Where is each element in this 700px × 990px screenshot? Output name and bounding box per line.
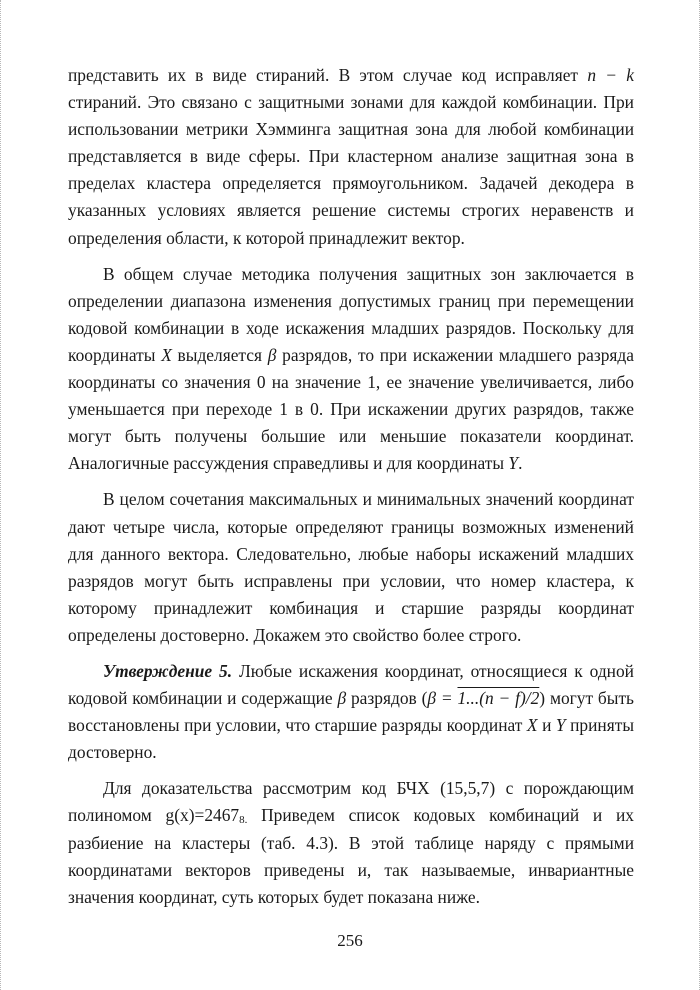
text-run: выделяется	[171, 344, 268, 365]
text-run: В общем случае методика получения защитных зон заключается в определении диапазона изменения допустимых границ при перемещении кодовой комбинации в ходе искажения младших разрядов. Поскольку для координаты	[68, 263, 634, 365]
math-variable: β	[267, 344, 277, 365]
math-variable: X	[526, 715, 538, 736]
text-run: Приведем список кодовых комбинаций и их разбиение на кластеры (таб. 4.3). В этой таблице наряду с прямыми координатами векторов приведены и, так называемые, инвариантные значения координат, суть которых будет показана ниже.	[68, 805, 634, 907]
text-run: приняты достоверно.	[68, 715, 634, 763]
text-run: разрядов, то при искажении младшего разряда координаты со значения 0 на значение 1, ее значение увеличивается, либо уменьшается при переходе 1 в 0. При искажении других разрядов, также могут быть получены большие или меньшие показатели координат. Аналогичные рассуждения справедливы и для координаты	[68, 344, 634, 474]
text-run: ) могут быть восстановлены при условии, что старшие разряды координат	[68, 688, 634, 736]
math-variable: Y	[508, 453, 519, 474]
text-run: Для доказательства рассмотрим код БЧХ (15,5,7) с порождающим полиномом g(x)=2467	[68, 778, 634, 826]
math-variable: Y	[555, 715, 566, 736]
math-variable: β	[337, 688, 347, 709]
math-range: 1...(n − f)/2	[457, 688, 540, 709]
paragraph-4	[68, 658, 634, 766]
paragraph-2	[68, 261, 634, 478]
math-expression: n − k	[587, 65, 634, 85]
text-run: В целом сочетания максимальных и минимальных значений координат дают четыре числа, которые определяют границы возможных изменений для данного вектора. Следовательно, любые наборы искажений младших разрядов могут быть исправлены при условии, что номер кластера, к которому принадлежит комбинация и старшие разряды координат определены достоверно. Докажем это свойство более строго.	[68, 489, 634, 645]
text-run: разрядов (	[346, 688, 428, 709]
paragraph-1	[68, 62, 634, 252]
text-run: стираний. Это связано с защитными зонами для каждой комбинации. При использовании метрики Хэмминга защитная зона для любой комбинации представляется в виде сферы. При кластерном анализе защитная зона в пределах кластера определяется прямоугольником. Задачей декодера в указанных условиях является решение системы строгих неравенств и определения области, к которой принадлежит вектор.	[68, 92, 634, 248]
paragraph-5	[68, 775, 634, 910]
subscript: 8.	[239, 814, 248, 827]
statement-heading: Утверждение 5.	[103, 660, 233, 681]
math-expression: β =	[427, 688, 458, 709]
page-number: 256	[337, 931, 363, 950]
text-run: Любые искажения координат, относящиеся к одной кодовой комбинации и содержащие	[68, 660, 634, 709]
math-variable: X	[161, 344, 172, 365]
text-run: и	[537, 715, 556, 736]
paragraph-3	[68, 486, 634, 649]
text-run: .	[518, 453, 523, 474]
text-run: представить их в виде стираний. В этом случае код исправляет	[68, 65, 588, 85]
